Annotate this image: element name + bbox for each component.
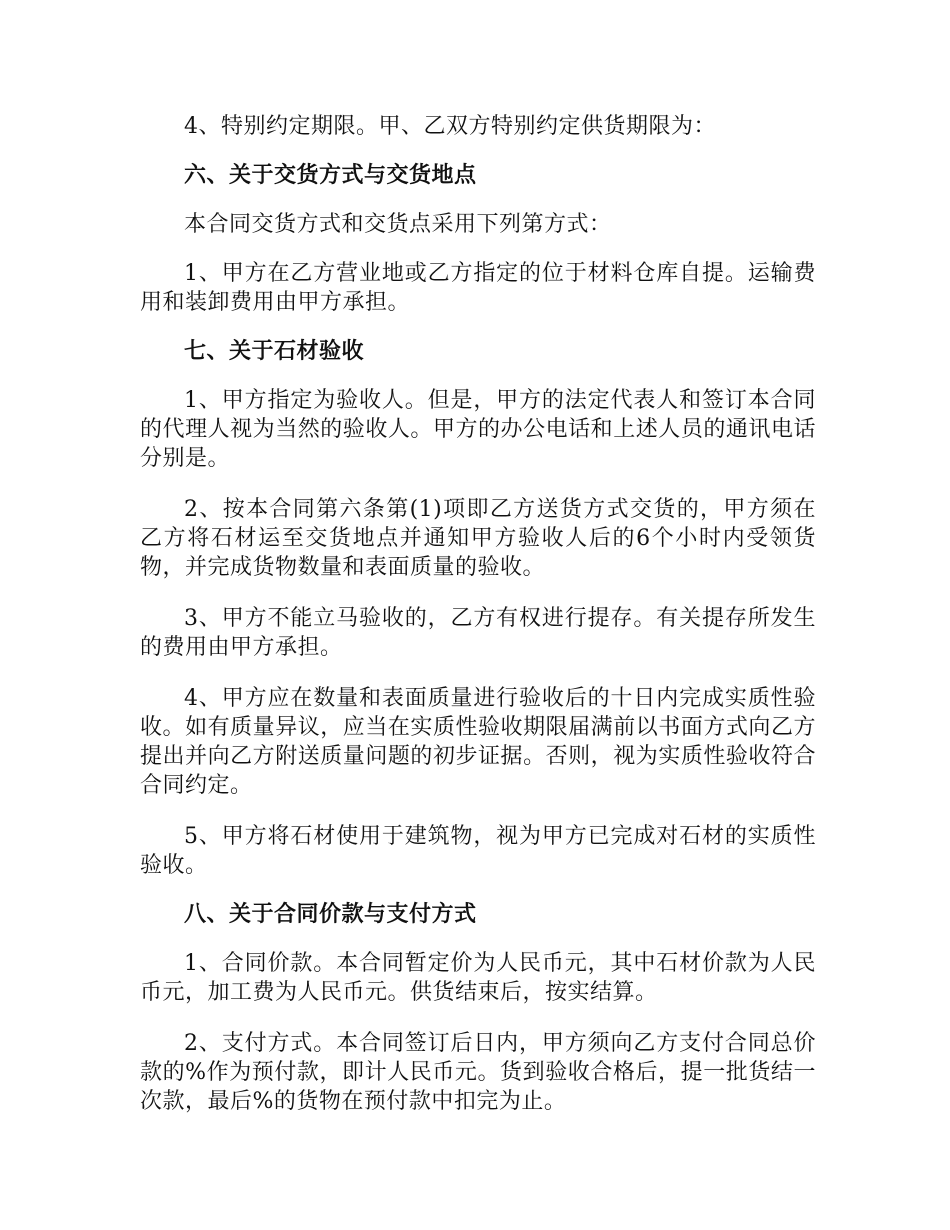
section-6-heading: 六、关于交货方式与交货地点 (184, 162, 477, 188)
clause-6-1: 1、甲方在乙方营业地或乙方指定的位于材料仓库自提。运输费用和装卸费用由甲方承担。 (140, 261, 816, 315)
section-6-intro: 本合同交货方式和交货点采用下列第方式： (184, 212, 612, 237)
clause-8-2: 2、支付方式。本合同签订后日内，甲方须向乙方支付合同总价款的%作为预付款，即计人民币元。货到验收合格后，提一批货结一次款，最后%的货物在预付款中扣完为止。 (140, 1031, 816, 1114)
clause-7-3: 3、甲方不能立马验收的，乙方有权进行提存。有关提存所发生的费用由甲方承担。 (140, 606, 816, 660)
clause-8-1: 1、合同价款。本合同暂定价为人民币元，其中石材价款为人民币元，加工费为人民币元。供货结束后，按实结算。 (140, 951, 816, 1005)
section-7-heading: 七、关于石材验收 (184, 338, 365, 364)
document-page (140, 112, 816, 1116)
clause-7-1: 1、甲方指定为验收人。但是，甲方的法定代表人和签订本合同的代理人视为当然的验收人。甲方的办公电话和上述人员的通讯电话分别是。 (140, 388, 816, 471)
section-8-heading: 八、关于合同价款与支付方式 (184, 901, 477, 927)
clause-7-5: 5、甲方将石材使用于建筑物，视为甲方已完成对石材的实质性验收。 (140, 824, 816, 878)
clause-5-4: 4、特别约定期限。甲、乙双方特别约定供货期限为： (184, 114, 716, 139)
clause-7-4: 4、甲方应在数量和表面质量进行验收后的十日内完成实质性验收。如有质量异议，应当在实质性验收期限届满前以书面方式向乙方提出并向乙方附送质量问题的初步证据。否则，视为实质性验收符合合同约定。 (140, 686, 816, 798)
clause-7-2: 2、按本合同第六条第(1)项即乙方送货方式交货的，甲方须在乙方将石材运至交货地点并通知甲方验收人后的6个小时内受领货物，并完成货物数量和表面质量的验收。 (140, 497, 816, 580)
